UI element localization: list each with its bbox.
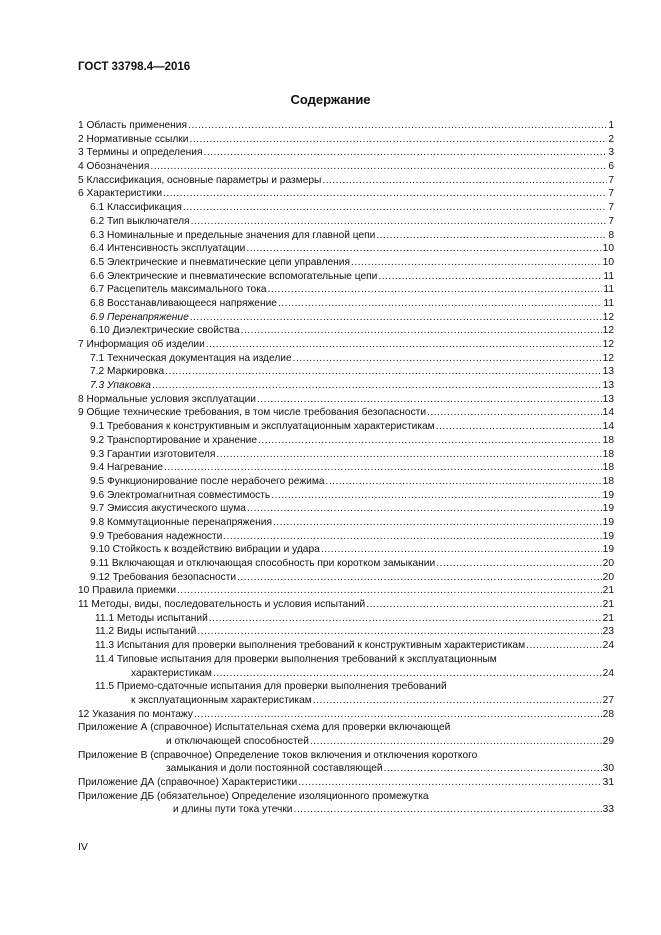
- toc-page-number: 21: [602, 612, 614, 624]
- dot-leader: [436, 420, 602, 434]
- toc-entry-text: 12 Указания по монтажу: [78, 708, 193, 720]
- toc-entry-text: 9.4 Нагревание: [90, 462, 164, 474]
- toc-entry[interactable]: [78, 352, 614, 366]
- dot-leader: [237, 571, 602, 585]
- document-header: ГОСТ 33798.4—2016: [78, 61, 191, 73]
- toc-entry-text: 6.2 Тип выключателя: [90, 215, 190, 227]
- toc-page-number: 20: [602, 558, 614, 569]
- toc-entry[interactable]: [78, 530, 614, 544]
- dot-leader: [257, 393, 602, 407]
- toc-entry-text: 11.3 Испытания для проверки выполнения требований к конструктивным характеристикам: [95, 640, 526, 652]
- dot-leader: [191, 215, 608, 229]
- toc-entry[interactable]: [78, 639, 614, 653]
- toc-page-number: 18: [602, 462, 614, 474]
- toc-entry[interactable]: [78, 119, 614, 133]
- toc-page-number: 13: [602, 380, 614, 392]
- toc-entry[interactable]: [78, 229, 614, 243]
- toc-page-number: 7: [608, 215, 614, 227]
- toc-entry[interactable]: [78, 557, 614, 571]
- toc-page-number: 19: [602, 530, 614, 542]
- dot-leader: [177, 584, 602, 598]
- dot-leader: [190, 311, 602, 325]
- toc-page-number: 21: [602, 599, 614, 611]
- toc-page-number: 12: [602, 352, 614, 364]
- dot-leader: [163, 187, 607, 201]
- toc-page-number: 19: [602, 489, 614, 501]
- dot-leader: [526, 639, 602, 653]
- toc-entry[interactable]: [78, 502, 614, 516]
- toc-entry-text: 10 Правила приемки: [78, 585, 177, 597]
- toc-entry[interactable]: [78, 242, 614, 256]
- toc-page-number: 13: [602, 366, 614, 378]
- toc-entry-text: 7.1 Техническая документация на изделие: [90, 352, 292, 364]
- toc-entry-text: 9.2 Транспортирование и хранение: [90, 434, 258, 446]
- toc-entry-text: 6.4 Интенсивность эксплуатации: [90, 243, 246, 255]
- toc-entry[interactable]: [78, 584, 614, 598]
- toc-entry[interactable]: [78, 324, 614, 338]
- toc-entry[interactable]: [78, 420, 614, 434]
- toc-entry-text: и длины пути тока утечки: [173, 804, 293, 816]
- toc-page-number: 13: [602, 393, 614, 405]
- dot-leader: [321, 543, 602, 557]
- toc-entry[interactable]: [78, 256, 614, 270]
- toc-page-number: 24: [602, 667, 614, 679]
- toc-entry-text: 9.6 Электромагнитная совместимость: [90, 489, 271, 501]
- toc-entry[interactable]: [78, 338, 614, 352]
- toc-entry[interactable]: [78, 735, 614, 749]
- toc-entry-text: 8 Нормальные условия эксплуатации: [78, 393, 256, 405]
- toc-page-number: 1: [608, 120, 614, 131]
- toc-entry-text: 6.10 Диэлектрические свойства: [90, 325, 240, 337]
- page-number-footer: IV: [78, 841, 88, 853]
- toc-page-number: 19: [602, 503, 614, 515]
- dot-leader: [206, 338, 602, 352]
- toc-entry[interactable]: [78, 461, 614, 475]
- toc-entry-text: 11.2 Виды испытаний: [95, 626, 197, 638]
- toc-page-number: 7: [608, 202, 614, 214]
- toc-page-number: 19: [602, 544, 614, 556]
- dot-leader: [326, 475, 602, 489]
- toc-page-number: 24: [602, 640, 614, 652]
- toc-entry[interactable]: [78, 283, 614, 297]
- dot-leader: [203, 146, 607, 160]
- toc-page-number: 11: [603, 270, 614, 282]
- toc-entry-text: 6.5 Электрические и пневматические цепи управления: [90, 256, 351, 268]
- toc-entry[interactable]: [78, 625, 614, 639]
- toc-entry-text: 6.6 Электрические и пневматические вспомогательные цепи: [90, 270, 378, 282]
- toc-page-number: 18: [602, 448, 614, 460]
- toc-entry-text: характеристикам: [131, 667, 212, 679]
- dot-leader: [351, 256, 602, 270]
- toc-entry[interactable]: [78, 311, 614, 325]
- toc-entry-text: Приложение ДА (справочное) Характеристики: [78, 777, 298, 788]
- dot-leader: [241, 324, 602, 338]
- toc-entry-text: 6.8 Восстанавливающееся напряжение: [90, 297, 277, 309]
- toc-entry[interactable]: [78, 160, 614, 174]
- dot-leader: [313, 694, 602, 708]
- toc-page-number: 21: [602, 585, 614, 597]
- dot-leader: [378, 270, 602, 284]
- toc-page-number: 18: [602, 475, 614, 487]
- dot-leader: [293, 352, 602, 366]
- dot-leader: [366, 598, 601, 612]
- toc-entry[interactable]: [78, 187, 614, 201]
- toc-entry[interactable]: [78, 365, 614, 379]
- toc-page-number: 10: [602, 243, 614, 255]
- toc-entry-text: 9.5 Функционирование после нерабочего режима: [90, 475, 325, 487]
- toc-entry[interactable]: [78, 667, 614, 681]
- toc-page-number: 18: [602, 434, 614, 446]
- toc-entry[interactable]: [78, 489, 614, 503]
- toc-entry-text: 7 Информация об изделии: [78, 339, 205, 350]
- toc-page-number: 14: [602, 421, 614, 433]
- toc-page-number: 10: [602, 256, 614, 268]
- dot-leader: [376, 229, 607, 243]
- toc-page-number: 7: [608, 188, 614, 200]
- toc-page-number: 28: [602, 708, 614, 720]
- toc-entry-text: 9.9 Требования надежности: [90, 530, 223, 542]
- toc-entry[interactable]: [78, 215, 614, 229]
- toc-entry-text: 6.9 Перенапряжение: [90, 311, 189, 323]
- dot-leader: [188, 119, 607, 133]
- toc-entry-text: 7.2 Маркировка: [90, 366, 165, 378]
- toc-page-number: 23: [602, 626, 614, 638]
- toc-entry[interactable]: [78, 475, 614, 489]
- toc-entry-first-line[interactable]: Приложение В (справочное) Определение токов включения и отключения короткого: [78, 749, 478, 761]
- toc-entry-first-line[interactable]: 11.5 Приемо-сдаточные испытания для проверки выполнения требований: [95, 681, 447, 693]
- toc-title: Содержание: [290, 92, 371, 107]
- dot-leader: [298, 776, 601, 790]
- toc-entry-text: 9.3 Гарантии изготовителя: [90, 448, 216, 460]
- toc-entry-text: 11.1 Методы испытаний: [95, 612, 208, 624]
- toc-entry[interactable]: [78, 571, 614, 585]
- toc-page-number: 7: [608, 174, 614, 186]
- toc-entry-text: к эксплуатационным характеристикам: [131, 694, 312, 706]
- toc-page-number: 6: [608, 161, 614, 173]
- dot-leader: [247, 502, 602, 516]
- toc-page-number: 12: [602, 339, 614, 350]
- toc-entry-text: 6.1 Классификация: [90, 202, 182, 214]
- dot-leader: [322, 174, 607, 188]
- toc-entry[interactable]: [78, 516, 614, 530]
- toc-entry-text: замыкания и доли постоянной составляющей: [166, 763, 383, 775]
- toc-entry-text: 6.7 Расцепитель максимального тока: [90, 284, 267, 296]
- toc-entry-first-line[interactable]: Приложение ДБ (обязательное) Определение изоляционного промежутка: [78, 790, 429, 802]
- toc-page-number: 27: [602, 694, 614, 706]
- toc-page-number: 19: [602, 516, 614, 528]
- toc-entry[interactable]: [78, 133, 614, 147]
- toc-entry[interactable]: [78, 297, 614, 311]
- dot-leader: [436, 557, 601, 571]
- toc-entry-first-line[interactable]: Приложение А (справочное) Испытательная схема для проверки включающей: [78, 722, 451, 734]
- toc-entry[interactable]: [78, 598, 614, 612]
- toc-entry[interactable]: [78, 146, 614, 160]
- toc-entry-text: 9.12 Требования безопасности: [90, 571, 237, 583]
- dot-leader: [164, 461, 602, 475]
- toc-entry[interactable]: [78, 270, 614, 284]
- dot-leader: [273, 516, 602, 530]
- toc-entry-text: 7.3 Упаковка: [90, 380, 151, 392]
- toc-entry-text: 1 Область применения: [78, 120, 187, 131]
- dot-leader: [294, 803, 602, 817]
- toc-page-number: 30: [602, 763, 614, 775]
- dot-leader: [197, 625, 601, 639]
- dot-leader: [189, 133, 607, 147]
- toc-entry[interactable]: [78, 379, 614, 393]
- toc-entry-text: 5 Классификация, основные параметры и размеры: [78, 174, 322, 186]
- toc-page-number: 12: [602, 325, 614, 337]
- toc-page-number: 31: [602, 777, 614, 788]
- toc-page-number: 8: [608, 229, 614, 241]
- toc-entry[interactable]: [78, 448, 614, 462]
- dot-leader: [223, 530, 601, 544]
- dot-leader: [213, 667, 602, 681]
- toc-page-number: 2: [608, 133, 614, 145]
- toc-page-number: 14: [602, 407, 614, 419]
- toc-page-number: 29: [602, 735, 614, 747]
- toc-entry-text: 2 Нормативные ссылки: [78, 133, 189, 145]
- toc-entry-text: 9.7 Эмиссия акустического шума: [90, 503, 246, 515]
- toc-page-number: 20: [602, 571, 614, 583]
- toc-entry-text: 9.1 Требования к конструктивным и эксплуатационным характеристикам: [90, 421, 435, 433]
- dot-leader: [246, 242, 601, 256]
- toc-entry[interactable]: [78, 174, 614, 188]
- toc-entry-text: 4 Обозначения: [78, 161, 150, 173]
- toc-entry-text: 9.8 Коммутационные перенапряжения: [90, 516, 272, 528]
- toc-entry-text: 9.11 Включающая и отключающая способность при коротком замыкании: [90, 558, 436, 569]
- toc-entry-text: 11 Методы, виды, последовательность и условия испытаний: [78, 599, 366, 611]
- toc-entry[interactable]: [78, 543, 614, 557]
- toc-entry-first-line[interactable]: 11.4 Типовые испытания для проверки выполнения требований к эксплуатационным: [95, 653, 497, 665]
- toc-entry[interactable]: [78, 406, 614, 420]
- toc-entry[interactable]: [78, 694, 614, 708]
- toc-entry-text: 6.3 Номинальные и предельные значения для главной цепи: [90, 229, 376, 241]
- toc-entry[interactable]: [78, 393, 614, 407]
- toc-entry[interactable]: [78, 762, 614, 776]
- toc-entry[interactable]: [78, 612, 614, 626]
- dot-leader: [216, 448, 601, 462]
- dot-leader: [427, 406, 602, 420]
- toc-page-number: 33: [602, 804, 614, 816]
- dot-leader: [258, 434, 602, 448]
- toc-entry-text: 9 Общие технические требования, в том числе требования безопасности: [78, 407, 427, 419]
- toc-entry-text: 3 Термины и определения: [78, 147, 203, 159]
- toc-entry-text: и отключающей способностей: [166, 735, 309, 747]
- dot-leader: [183, 201, 607, 215]
- dot-leader: [152, 379, 602, 393]
- toc-entry[interactable]: [78, 708, 614, 722]
- table-of-contents: [78, 119, 614, 817]
- toc-entry[interactable]: [78, 201, 614, 215]
- toc-page-number: 3: [608, 147, 614, 159]
- toc-page-number: 11: [603, 284, 614, 296]
- dot-leader: [194, 708, 602, 722]
- toc-entry-text: 6 Характеристики: [78, 188, 163, 200]
- toc-entry[interactable]: [78, 776, 614, 790]
- toc-page-number: 11: [603, 297, 614, 309]
- dot-leader: [209, 612, 602, 626]
- toc-entry[interactable]: [78, 434, 614, 448]
- dot-leader: [384, 762, 602, 776]
- dot-leader: [310, 735, 602, 749]
- dot-leader: [165, 365, 601, 379]
- dot-leader: [268, 283, 603, 297]
- toc-page-number: 12: [602, 311, 614, 323]
- toc-entry-text: 9.10 Стойкость к воздействию вибрации и удара: [90, 544, 320, 556]
- dot-leader: [278, 297, 602, 311]
- dot-leader: [150, 160, 607, 174]
- dot-leader: [271, 489, 601, 503]
- toc-entry[interactable]: [78, 803, 614, 817]
